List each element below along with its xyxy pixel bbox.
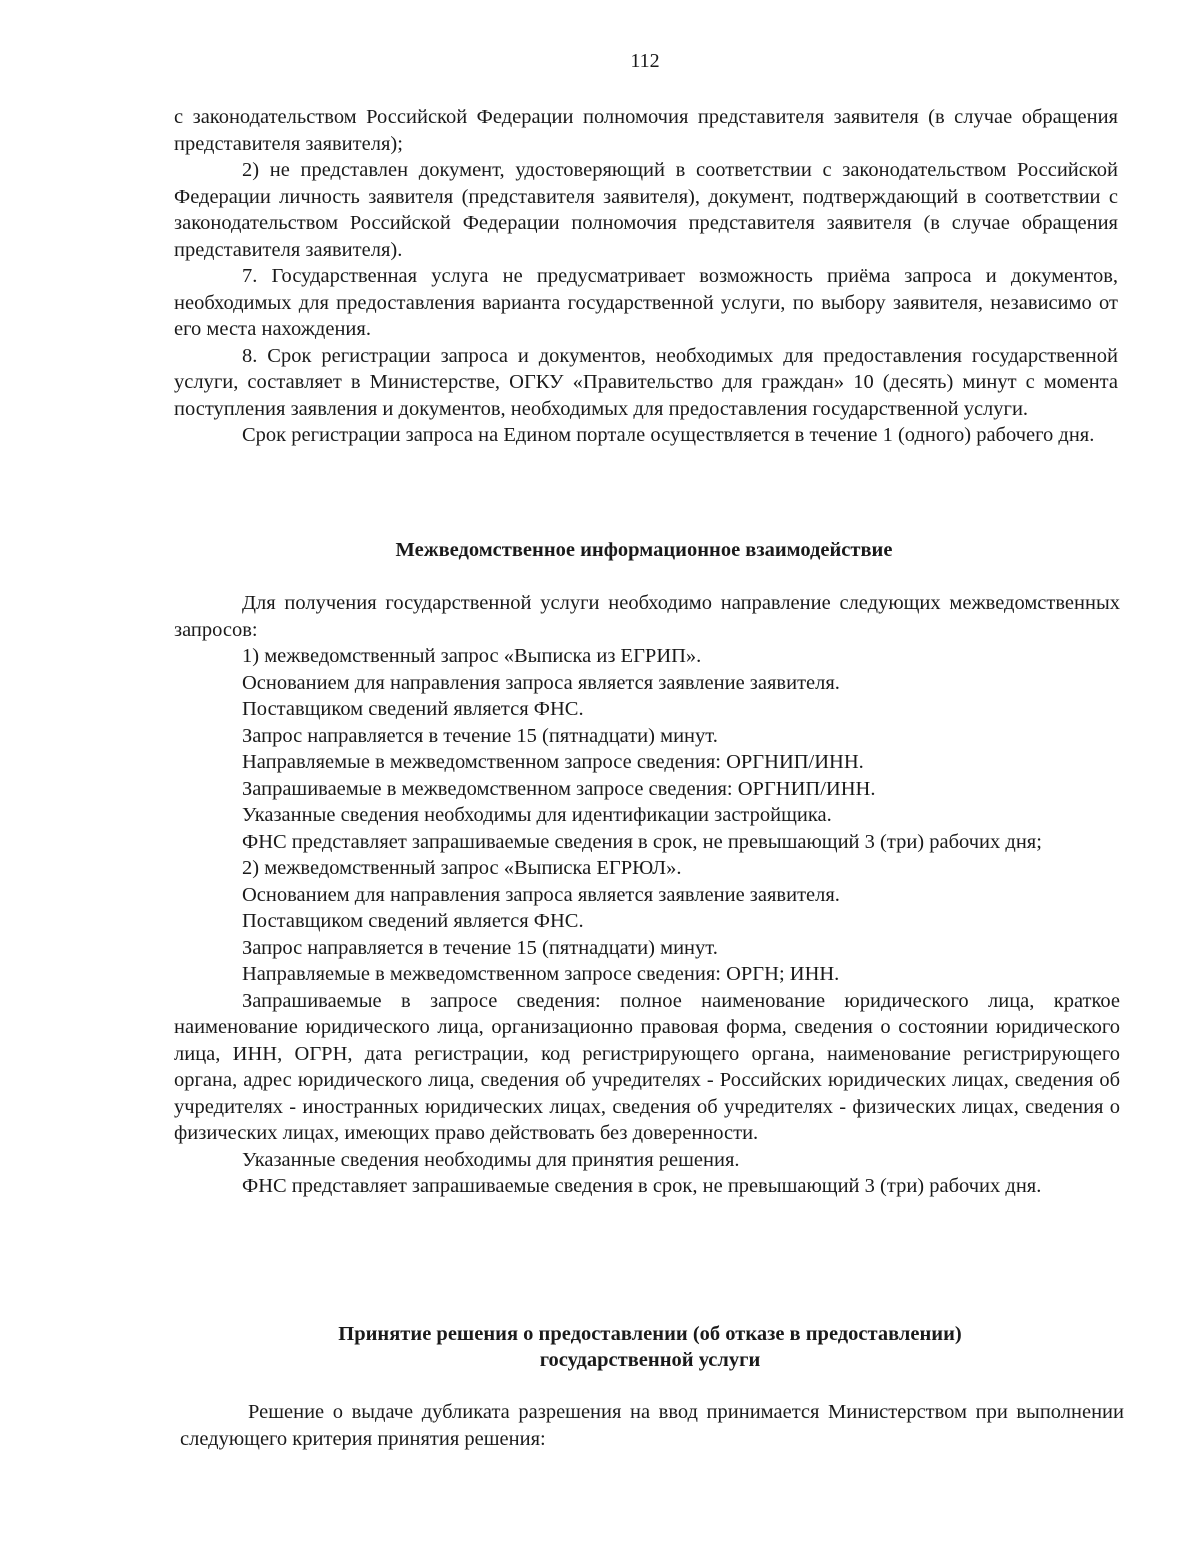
paragraph: 2) не представлен документ, удостоверяющий в соответствии с законодательством Российской Федерации личность заявителя (представителя заявителя), документ, подтверждающий в соответствии с законодательством Российской Федерации полномочия представителя заявителя (в случае обращения представителя заявителя). bbox=[174, 159, 1118, 261]
heading-decision-line-2: государственной услуги bbox=[539, 1349, 761, 1371]
section-3 bbox=[180, 1399, 1124, 1452]
paragraph: 2) межведомственный запрос «Выписка ЕГРЮЛ». bbox=[242, 857, 682, 879]
page-number: 112 bbox=[630, 50, 660, 72]
paragraph: Указанные сведения необходимы для принятия решения. bbox=[242, 1148, 740, 1171]
paragraph: Запрос направляется в течение 15 (пятнадцати) минут. bbox=[242, 936, 718, 959]
paragraph: 1) межведомственный запрос «Выписка из ЕГРИП». bbox=[242, 645, 702, 667]
paragraph: Указанные сведения необходимы для идентификации застройщика. bbox=[242, 804, 832, 826]
section-1 bbox=[174, 104, 1118, 449]
section-2 bbox=[174, 590, 1120, 1200]
paragraph: Запрос направляется в течение 15 (пятнадцати) минут. bbox=[242, 724, 718, 747]
paragraph: Основанием для направления запроса является заявление заявителя. bbox=[242, 671, 840, 694]
paragraph: Решение о выдаче дубликата разрешения на ввод принимается Министерством при выполнении следующего критерия принятия решения: bbox=[180, 1401, 1124, 1450]
paragraph: ФНС представляет запрашиваемые сведения в срок, не превышающий 3 (три) рабочих дня; bbox=[242, 830, 1042, 853]
paragraph: Направляемые в межведомственном запросе сведения: ОРГНИП/ИНН. bbox=[242, 751, 864, 773]
paragraph: с законодательством Российской Федерации полномочия представителя заявителя (в случае обращения представителя заявителя); bbox=[174, 106, 1118, 155]
paragraph: ФНС представляет запрашиваемые сведения в срок, не превышающий 3 (три) рабочих дня. bbox=[242, 1175, 1042, 1197]
paragraph: 7. Государственная услуга не предусматривает возможность приёма запроса и документов, необходимых для предоставления варианта государственной услуги, по выбору заявителя, независимо от его места нахождения. bbox=[174, 265, 1118, 340]
paragraph: Запрашиваемые в межведомственном запросе сведения: ОРГНИП/ИНН. bbox=[242, 777, 876, 800]
paragraph: 8. Срок регистрации запроса и документов, необходимых для предоставления государственной услуги, составляет в Министерстве, ОГКУ «Правительство для граждан» 10 (десять) минут с момента поступления заявления и документов, необходимых для предоставления государственной услуги. bbox=[174, 344, 1118, 420]
paragraph: Запрашиваемые в запросе сведения: полное наименование юридического лица, краткое наименование юридического лица, организационно правовая форма, сведения о состоянии юридического лица, ИНН, ОГРН, дата регистрации, код регистрирующего органа, наименование регистрирующего органа, адрес юридического лица, сведения об учредителях - Российских юридических лицах, сведения об учредителях - иностранных юридических лицах, сведения об учредителях - физических лицах, сведения о физических лицах, имеющих право действовать без доверенности. bbox=[174, 989, 1120, 1144]
paragraph: Для получения государственной услуги необходимо направление следующих межведомственных запросов: bbox=[174, 592, 1120, 641]
heading-interagency: Межведомственное информационное взаимодействие bbox=[395, 539, 893, 561]
heading-decision-line-1: Принятие решения о предоставлении (об отказе в предоставлении) bbox=[338, 1323, 962, 1345]
paragraph: Направляемые в межведомственном запросе сведения: ОРГН; ИНН. bbox=[242, 963, 840, 985]
paragraph: Поставщиком сведений является ФНС. bbox=[242, 698, 584, 720]
paragraph: Поставщиком сведений является ФНС. bbox=[242, 910, 584, 932]
paragraph: Срок регистрации запроса на Едином портале осуществляется в течение 1 (одного) рабочего дня. bbox=[242, 424, 1095, 446]
paragraph: Основанием для направления запроса является заявление заявителя. bbox=[242, 883, 840, 906]
